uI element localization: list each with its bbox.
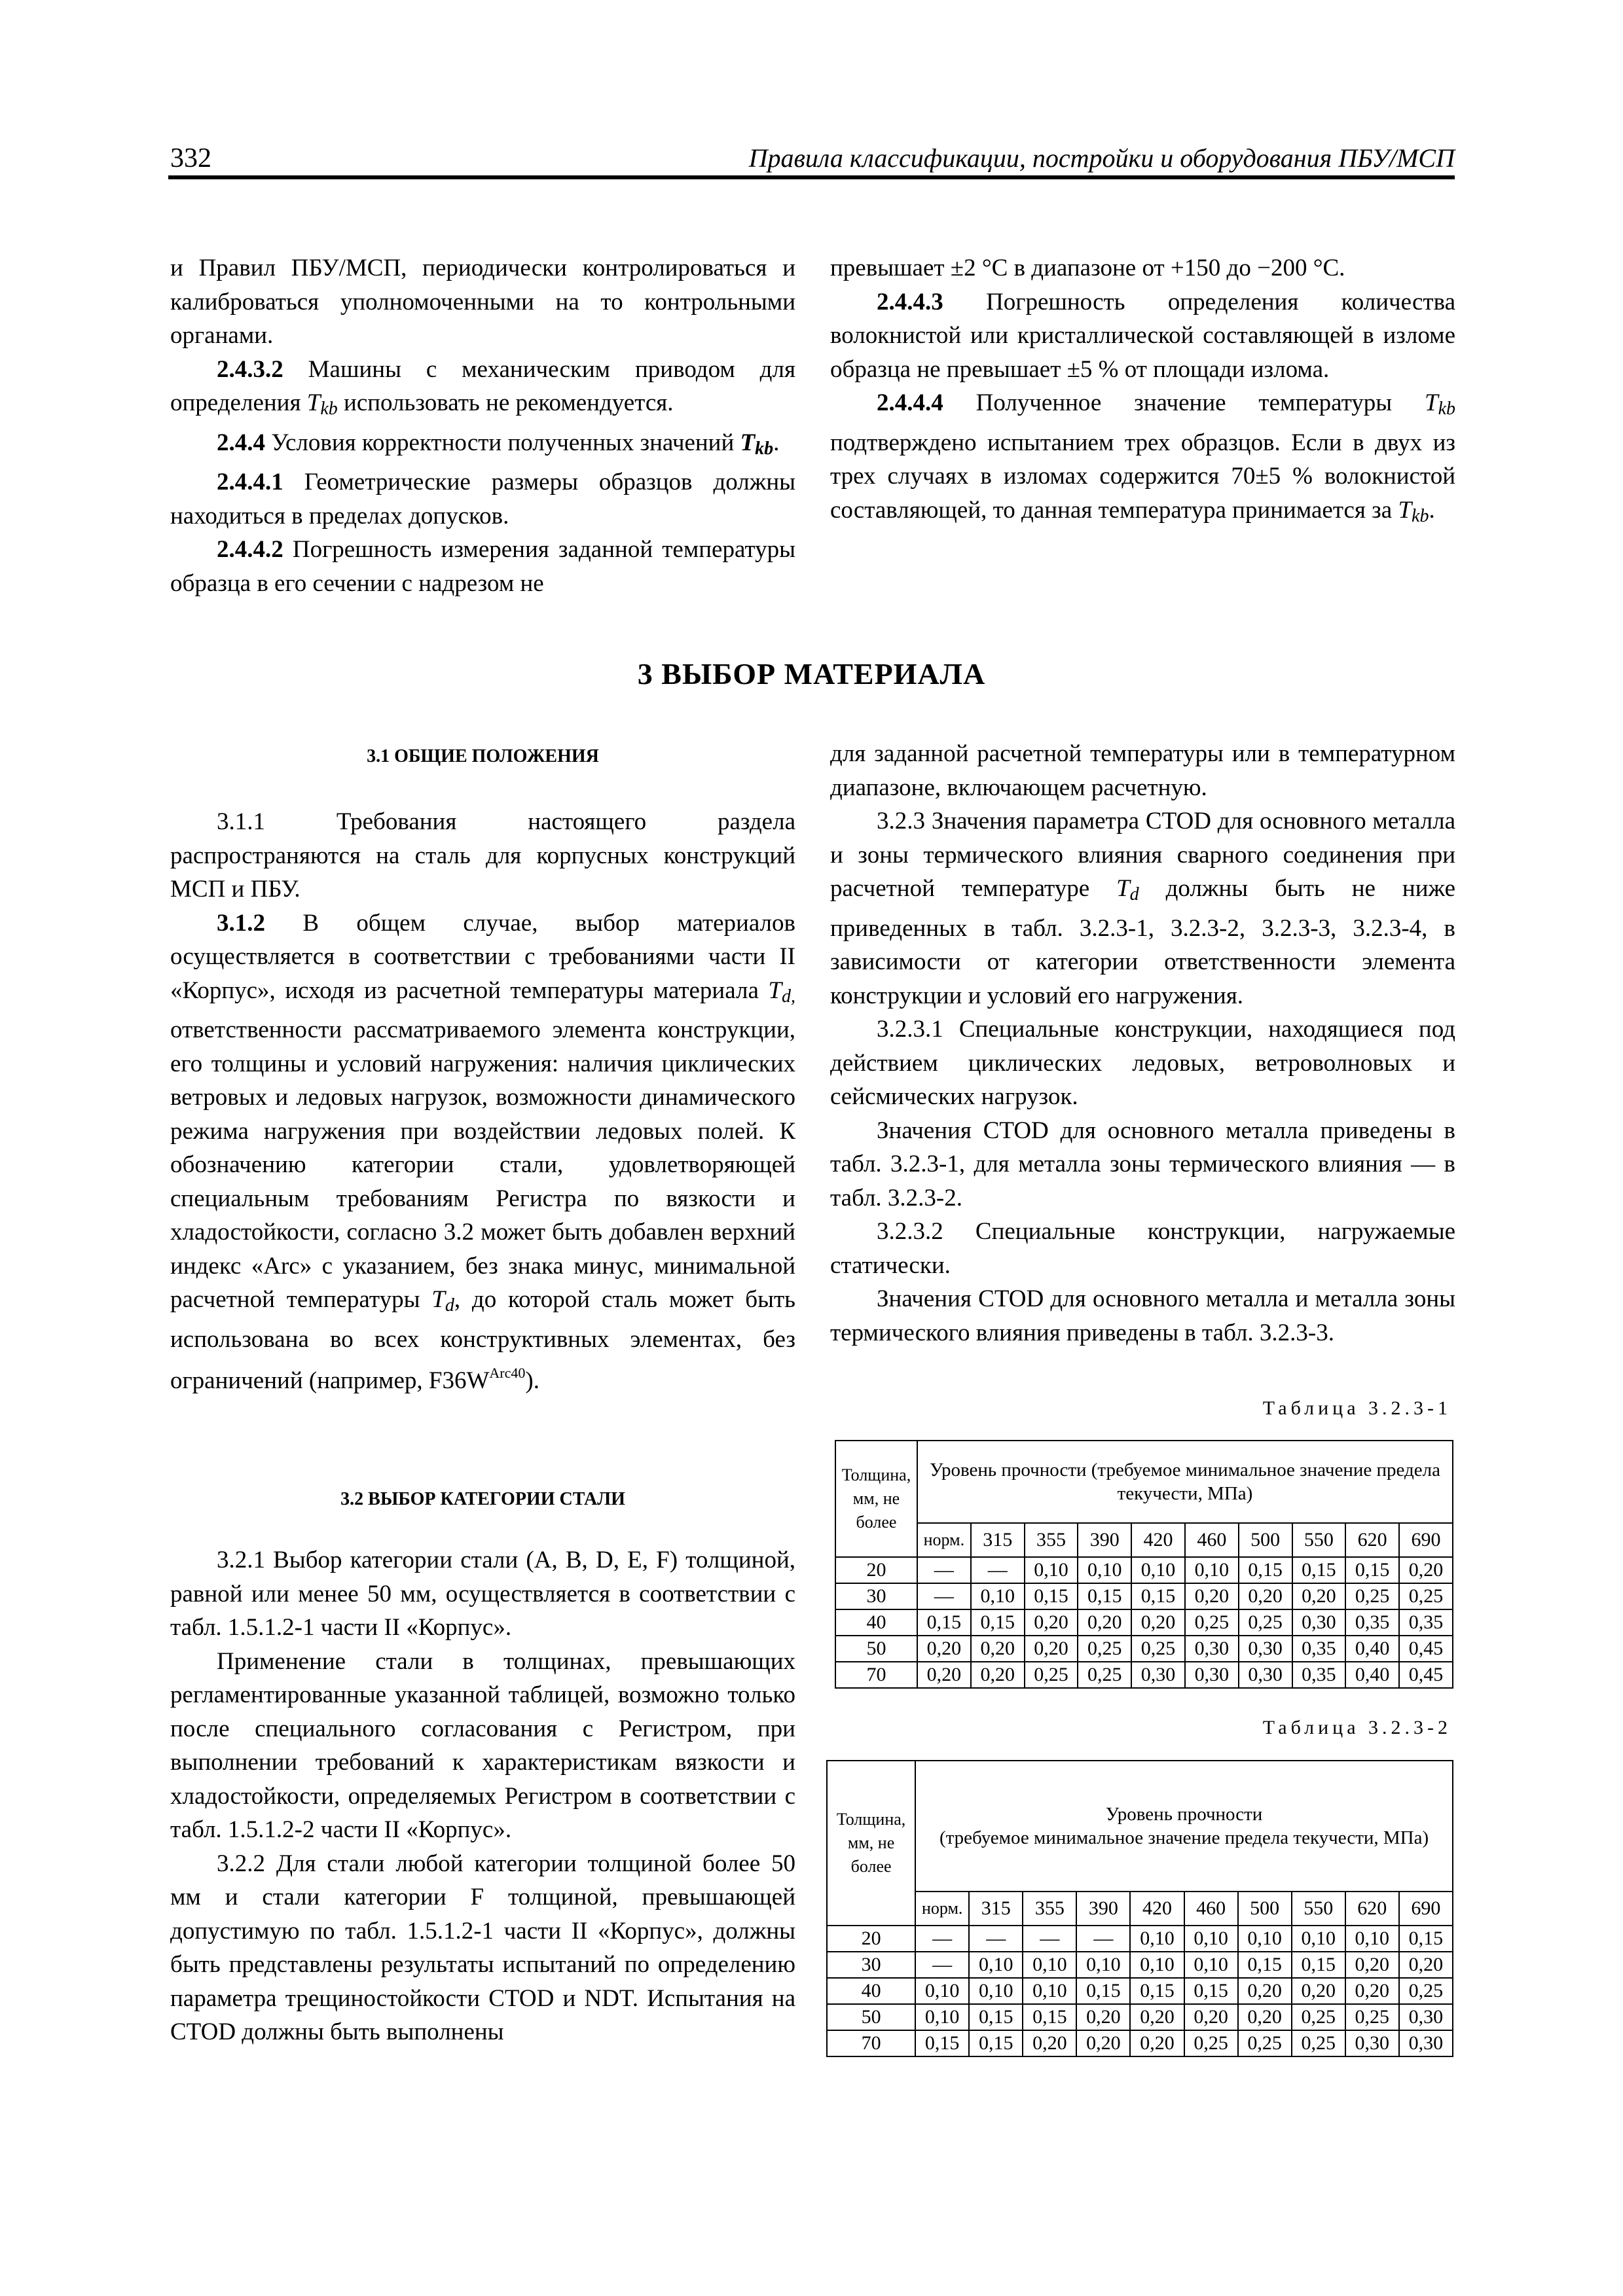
value-cell: 0,25 (1078, 1662, 1131, 1688)
top-left-column (170, 251, 795, 600)
value-cell: 0,20 (1078, 1609, 1131, 1636)
value-cell: 0,25 (1025, 1662, 1078, 1688)
value-cell: — (969, 1926, 1023, 1952)
paragraph: превышает ±2 °C в диапазоне от +150 до −200 °C. (830, 255, 1345, 281)
value-cell: 0,15 (969, 2030, 1023, 2056)
col0-header: Толщина, мм, не более (835, 1441, 917, 1557)
table-row (827, 1978, 1453, 2004)
value-cell: 0,20 (971, 1662, 1025, 1688)
value-cell: 0,25 (1078, 1636, 1131, 1662)
table-caption-3-2-3-1: Таблица 3.2.3-1 (1262, 1397, 1451, 1419)
thickness-cell: 30 (827, 1952, 915, 1978)
value-cell: 0,30 (1239, 1636, 1292, 1662)
value-cell: — (915, 1926, 969, 1952)
value-cell: 0,35 (1345, 1609, 1399, 1636)
value-cell: 0,45 (1399, 1636, 1453, 1662)
value-cell: 0,20 (1025, 1609, 1078, 1636)
value-cell: 0,35 (1399, 1609, 1453, 1636)
value-cell: 0,15 (1399, 1926, 1453, 1952)
value-cell: — (1076, 1926, 1130, 1952)
value-cell: 0,10 (971, 1583, 1025, 1609)
value-cell: 0,15 (1130, 1978, 1184, 2004)
paragraph-3-2-1: 3.2.1 Выбор категории стали (A, B, D, E, F) толщиной, равной или менее 50 мм, осуществляется в соответствии с табл. 1.5.1.2-1 части II «Корпус». (170, 1547, 795, 1641)
value-cell: 0,15 (917, 1609, 971, 1636)
table-row (835, 1609, 1453, 1636)
value-cell: 0,10 (1345, 1926, 1399, 1952)
table-3-2-3-1 (835, 1440, 1453, 1689)
paragraph-3-2-3-2: 3.2.3.2 Специальные конструкции, нагружаемые статически. (830, 1218, 1455, 1279)
value-cell: 0,15 (969, 2004, 1023, 2030)
value-cell: 0,10 (1238, 1926, 1292, 1952)
value-cell: 0,10 (1184, 1926, 1238, 1952)
value-cell: 0,25 (1345, 2004, 1399, 2030)
thickness-cell: 50 (835, 1636, 917, 1662)
paragraph-3-1-2: 3.1.2 В общем случае, выбор материалов осуществляется в соответствии с требованиями части II «Корпус», исходя из расчетной температуры материала $T_{d,}$ ответственности рассматриваемого элемента конструкции, его толщины и условий нагружения: наличия циклических ветровых и ледовых нагрузок, возможности динамического режима нагружения при воздействии ледовых полей. К обозначению категории стали, удовлетворяющей специальным требованиям Регистра по вязкости и хладостойкости, согласно 3.2 может быть добавлен верхний индекс «Arc» с указанием, без знака минус, минимальной расчетной температуры $T_d$, до которой сталь может быть использована во всех конструктивных элементах, без ограничений (например, $F36W^{Arc40}$). (170, 909, 796, 1394)
column-header: 690 (1399, 1892, 1453, 1926)
value-cell: 0,20 (1025, 1636, 1078, 1662)
value-cell: 0,15 (1131, 1583, 1185, 1609)
value-cell: 0,20 (1399, 1952, 1453, 1978)
table-row (835, 1583, 1453, 1609)
value-cell: 0,10 (1184, 1952, 1238, 1978)
value-cell: 0,15 (1076, 1978, 1130, 2004)
paragraph: Применение стали в толщинах, превышающих регламентированные указанной таблицей, возможно только после специального согласования с Регистром, при выполнении требований к характеристикам вязкости и хладостойкости, определяемых Регистром в соответствии с табл. 1.5.1.2-2 части II «Корпус». (170, 1647, 795, 1843)
column-header: 460 (1185, 1523, 1239, 1557)
paragraph-3-2-3: 3.2.3 Значения параметра CTOD для основного металла и зоны термического влияния сварного соединения при расчетной температуре $T_d$ должны быть не ниже приведенных в табл. 3.2.3-1, 3.2.3-2, 3.2.3-3, 3.2.3-4, в зависимости от категории ответственности элемента конструкции и условий его нагружения. (830, 808, 1455, 1009)
heading-3-2: 3.2 ВЫБОР КАТЕГОРИИ СТАЛИ (340, 1489, 625, 1509)
paragraph-2-4-4-1: 2.4.4.1 Геометрические размеры образцов должны находиться в пределах допусков. (170, 469, 795, 529)
value-cell: 0,40 (1345, 1636, 1399, 1662)
value-cell: 0,10 (1131, 1557, 1185, 1583)
thickness-cell: 20 (835, 1557, 917, 1583)
value-cell: 0,10 (1023, 1978, 1076, 2004)
column-header: 690 (1399, 1523, 1453, 1557)
value-cell: 0,25 (1399, 1583, 1453, 1609)
value-cell: 0,15 (915, 2030, 969, 2056)
value-cell: 0,10 (969, 1952, 1023, 1978)
value-cell: 0,30 (1131, 1662, 1185, 1688)
value-cell: 0,15 (1184, 1978, 1238, 2004)
value-cell: 0,30 (1345, 2030, 1399, 2056)
table-row (835, 1636, 1453, 1662)
thickness-cell: 30 (835, 1583, 917, 1609)
table-caption-3-2-3-2: Таблица 3.2.3-2 (1262, 1717, 1451, 1738)
column-header: норм. (917, 1523, 971, 1557)
column-header: 550 (1292, 1892, 1345, 1926)
value-cell: 0,45 (1399, 1662, 1453, 1688)
table-row (827, 2004, 1453, 2030)
column-header: 620 (1345, 1892, 1399, 1926)
thickness-cell: 70 (835, 1662, 917, 1688)
value-cell: 0,25 (1131, 1636, 1185, 1662)
value-cell: 0,10 (1130, 1926, 1184, 1952)
value-cell: 0,15 (971, 1609, 1025, 1636)
column-header: 355 (1025, 1523, 1078, 1557)
value-cell: 0,20 (1238, 2004, 1292, 2030)
value-cell: 0,25 (1239, 1609, 1292, 1636)
paragraph-2-4-4-2: 2.4.4.2 Погрешность измерения заданной температуры образца в его сечении с надрезом не (170, 536, 795, 597)
table-row (827, 1926, 1453, 1952)
column-header: 460 (1184, 1892, 1238, 1926)
value-cell: 0,20 (1292, 1978, 1345, 2004)
top-right-column (830, 251, 1455, 533)
value-cell: 0,30 (1239, 1662, 1292, 1688)
header-rule (168, 175, 1455, 179)
paragraph-2-4-4: 2.4.4 Условия корректности полученных значений $T_{kb}$. (217, 429, 780, 459)
value-cell: 0,10 (1025, 1557, 1078, 1583)
table-row (835, 1662, 1453, 1688)
paragraph-2-4-4-3: 2.4.4.3 Погрешность определения количества волокнистой или кристаллической составляющей в изломе образца не превышает ±5 % от площади излома. (830, 288, 1455, 383)
value-cell: 0,20 (1238, 1978, 1292, 2004)
value-cell: 0,30 (1292, 1609, 1346, 1636)
paragraph: и Правил ПБУ/МСП, периодически контролироваться и калиброваться уполномоченными на то контрольными органами. (170, 255, 795, 349)
value-cell: 0,20 (971, 1636, 1025, 1662)
value-cell: 0,30 (1185, 1636, 1239, 1662)
value-cell: 0,20 (1345, 1978, 1399, 2004)
heading-3-1: 3.1 ОБЩИЕ ПОЛОЖЕНИЯ (367, 746, 599, 766)
paragraph-3-1-1: 3.1.1 Требования настоящего раздела распространяются на сталь для корпусных конструкций МСП и ПБУ. (170, 808, 795, 903)
group-header: Уровень прочности (требуемое минимальное значение предела текучести, МПа) (915, 1761, 1453, 1892)
value-cell: 0,15 (1025, 1583, 1078, 1609)
value-cell: 0,40 (1345, 1662, 1399, 1688)
value-cell: 0,15 (1078, 1583, 1131, 1609)
value-cell: 0,10 (1076, 1952, 1130, 1978)
value-cell: 0,15 (1023, 2004, 1076, 2030)
column-header: норм. (915, 1892, 969, 1926)
col0-header: Толщина, мм, не более (827, 1761, 915, 1926)
value-cell: 0,20 (1130, 2004, 1184, 2030)
value-cell: 0,20 (1185, 1583, 1239, 1609)
value-cell: 0,25 (1292, 2030, 1345, 2056)
value-cell: 0,20 (1131, 1609, 1185, 1636)
value-cell: 0,20 (1076, 2030, 1130, 2056)
column-header: 390 (1076, 1892, 1130, 1926)
value-cell: — (915, 1952, 969, 1978)
thickness-cell: 40 (827, 1978, 915, 2004)
value-cell: 0,15 (1292, 1557, 1346, 1583)
column-header: 315 (969, 1892, 1023, 1926)
value-cell: 0,25 (1185, 1609, 1239, 1636)
group-header: Уровень прочности (требуемое минимальное значение предела текучести, МПа) (917, 1441, 1453, 1523)
value-cell: 0,20 (1292, 1583, 1346, 1609)
table-row (835, 1557, 1453, 1583)
left-column (170, 805, 795, 1398)
thickness-cell: 20 (827, 1926, 915, 1952)
value-cell: 0,10 (915, 2004, 969, 2030)
page-number: 332 (170, 143, 211, 173)
value-cell: — (1023, 1926, 1076, 1952)
value-cell: 0,10 (1078, 1557, 1131, 1583)
column-header: 620 (1345, 1523, 1399, 1557)
value-cell: 0,30 (1185, 1662, 1239, 1688)
value-cell: 0,30 (1399, 2004, 1453, 2030)
value-cell: 0,20 (1399, 1557, 1453, 1583)
value-cell: 0,20 (1345, 1952, 1399, 1978)
column-header: 420 (1131, 1523, 1185, 1557)
column-header: 500 (1239, 1523, 1292, 1557)
column-header: 420 (1130, 1892, 1184, 1926)
paragraph-2-4-3-2: 2.4.3.2 Машины с механическим приводом для определения $T_{kb}$ использовать не рекомендуется. (170, 355, 795, 419)
value-cell: 0,20 (1076, 2004, 1130, 2030)
value-cell: 0,15 (1345, 1557, 1399, 1583)
value-cell: 0,15 (1238, 1952, 1292, 1978)
paragraph: для заданной расчетной температуры или в температурном диапазоне, включающем расчетную. (830, 740, 1455, 801)
value-cell: 0,10 (1185, 1557, 1239, 1583)
value-cell: — (917, 1583, 971, 1609)
value-cell: 0,20 (1023, 2030, 1076, 2056)
column-header: 550 (1292, 1523, 1346, 1557)
table-row (827, 2030, 1453, 2056)
value-cell: 0,10 (969, 1978, 1023, 2004)
table-3-2-3-2 (826, 1760, 1453, 2057)
paragraph-2-4-4-4: 2.4.4.4 Полученное значение температуры $T_{kb}$ подтверждено испытанием трех образцов. Если в двух из трех случаях в изломах содержится 70±5 % волокнистой составляющей, то данная температура принимается за $T_{kb}$. (830, 389, 1455, 526)
left-column-lower (170, 1543, 795, 2049)
paragraph-3-2-2: 3.2.2 Для стали любой категории толщиной более 50 мм и стали категории F толщиной, превышающей допустимую по табл. 1.5.1.2-1 части II «Корпус», должны быть представлены результаты испытаний по определению параметра трещиностойкости CTOD и NDT. Испытания на CTOD должны быть выполнены (170, 1850, 795, 2045)
section-title: 3 ВЫБОР МАТЕРИАЛА (637, 657, 986, 691)
value-cell: 0,25 (1184, 2030, 1238, 2056)
value-cell: 0,25 (1292, 2004, 1345, 2030)
right-column (830, 737, 1455, 1350)
value-cell: 0,35 (1292, 1662, 1346, 1688)
value-cell: 0,10 (1130, 1952, 1184, 1978)
value-cell: 0,20 (1184, 2004, 1238, 2030)
value-cell: — (917, 1557, 971, 1583)
thickness-cell: 50 (827, 2004, 915, 2030)
thickness-cell: 40 (835, 1609, 917, 1636)
value-cell: 0,20 (917, 1636, 971, 1662)
value-cell: 0,15 (1239, 1557, 1292, 1583)
value-cell: — (971, 1557, 1025, 1583)
column-header: 390 (1078, 1523, 1131, 1557)
paragraph: Значения CTOD для основного металла и металла зоны термического влияния приведены в табл. 3.2.3-3. (830, 1285, 1455, 1346)
column-header: 355 (1023, 1892, 1076, 1926)
value-cell: 0,20 (1239, 1583, 1292, 1609)
table-row (827, 1952, 1453, 1978)
thickness-cell: 70 (827, 2030, 915, 2056)
paragraph-3-2-3-1: 3.2.3.1 Специальные конструкции, находящиеся под действием циклических ледовых, ветроволновых и сейсмических нагрузок. (830, 1016, 1455, 1110)
value-cell: 0,10 (1292, 1926, 1345, 1952)
value-cell: 0,35 (1292, 1636, 1346, 1662)
value-cell: 0,20 (1130, 2030, 1184, 2056)
column-header: 315 (971, 1523, 1025, 1557)
value-cell: 0,30 (1399, 2030, 1453, 2056)
paragraph: Значения CTOD для основного металла приведены в табл. 3.2.3-1, для металла зоны термического влияния — в табл. 3.2.3-2. (830, 1117, 1455, 1211)
value-cell: 0,10 (915, 1978, 969, 2004)
value-cell: 0,25 (1345, 1583, 1399, 1609)
value-cell: 0,20 (917, 1662, 971, 1688)
value-cell: 0,10 (1023, 1952, 1076, 1978)
value-cell: 0,25 (1399, 1978, 1453, 2004)
column-header: 500 (1238, 1892, 1292, 1926)
running-title: Правила классификации, постройки и оборудования ПБУ/МСП (748, 143, 1455, 173)
value-cell: 0,15 (1292, 1952, 1345, 1978)
value-cell: 0,25 (1238, 2030, 1292, 2056)
